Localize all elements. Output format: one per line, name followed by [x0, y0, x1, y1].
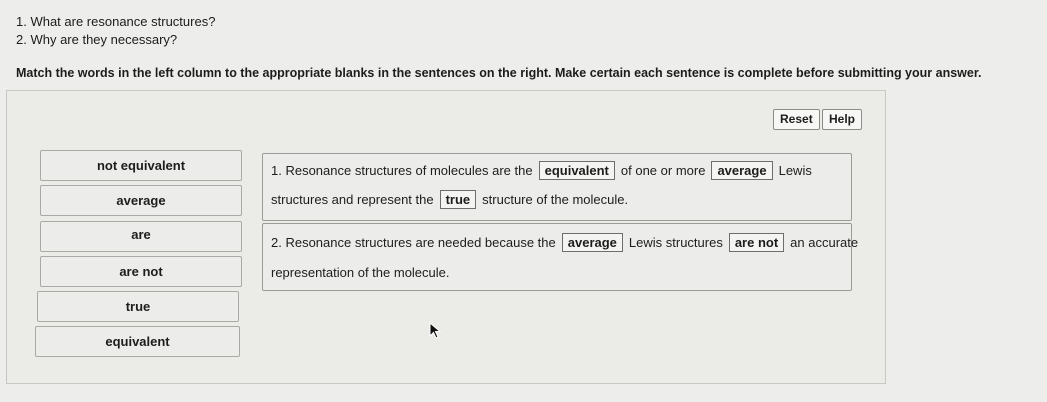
sentence-1-text-c: Lewis: [778, 163, 812, 178]
sentence-1-text-a: 1. Resonance structures of molecules are the: [271, 163, 533, 178]
sentence-2-line-1: [271, 233, 858, 252]
sentence-2-text-b: Lewis structures: [628, 235, 723, 250]
question-2: 2. Why are they necessary?: [16, 32, 178, 47]
sentence-1-blank-1[interactable]: equivalent: [539, 161, 615, 180]
sentence-2-text-a: 2. Resonance structures are needed because the: [271, 235, 556, 250]
sentence-1-blank-3[interactable]: true: [440, 190, 477, 209]
sentence-2-line-2: [271, 265, 450, 280]
instructions: Match the words in the left column to the appropriate blanks in the sentences on the right. Make certain each sentence is complete before submitting your answer.: [16, 66, 982, 80]
sentence-2-blank-1[interactable]: average: [562, 233, 623, 252]
word-tile-are[interactable]: are: [40, 221, 242, 252]
question-1: 1. What are resonance structures?: [16, 14, 216, 29]
mouse-cursor-icon: [429, 322, 441, 340]
sentence-2-blank-2[interactable]: are not: [729, 233, 784, 252]
reset-button[interactable]: Reset: [773, 109, 820, 130]
sentence-1-text-b: of one or more: [620, 163, 706, 178]
sentence-2-text-d: representation of the molecule.: [271, 265, 450, 280]
sentence-2-box: [262, 223, 859, 291]
word-tile-not-equivalent[interactable]: not equivalent: [40, 150, 242, 181]
sentence-1-line-1: [271, 161, 812, 180]
sentence-1-blank-2[interactable]: average: [711, 161, 772, 180]
sentence-1-text-d: structures and represent the: [271, 192, 434, 207]
word-tile-are-not[interactable]: are not: [40, 256, 242, 287]
sentence-1-line-2: [271, 190, 628, 209]
word-tile-true[interactable]: true: [37, 291, 239, 322]
sentence-1-box: [262, 153, 852, 221]
sentence-2-text-c: an accurate: [790, 235, 859, 250]
help-button[interactable]: Help: [822, 109, 862, 130]
word-tile-equivalent[interactable]: equivalent: [35, 326, 240, 357]
word-tile-average[interactable]: average: [40, 185, 242, 216]
sentence-1-text-e: structure of the molecule.: [482, 192, 629, 207]
